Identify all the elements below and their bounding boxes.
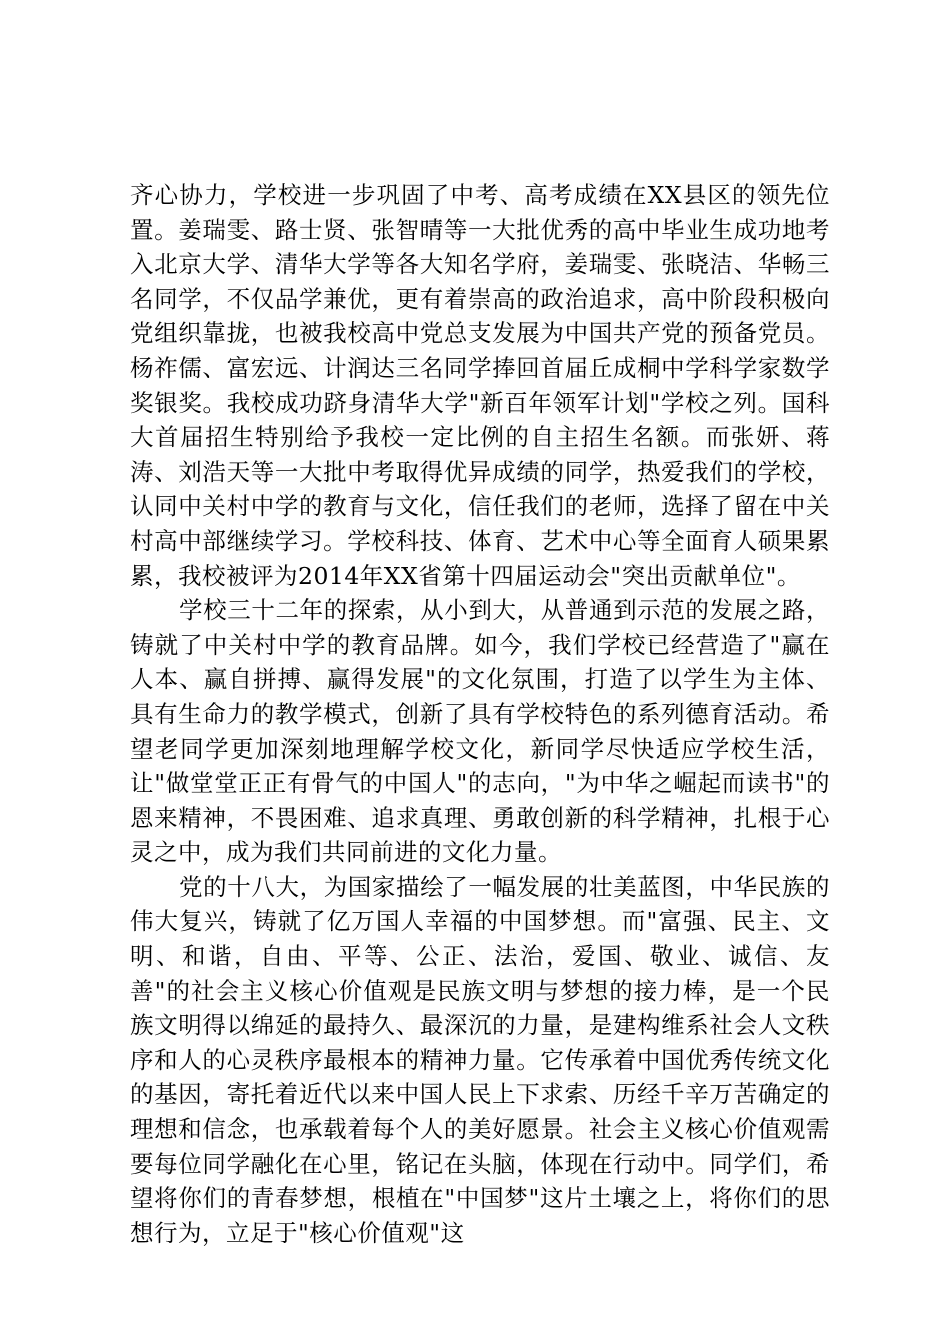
document-body xyxy=(130,178,830,1250)
paragraph-1: 齐心协力，学校进一步巩固了中考、高考成绩在XX县区的领先位置。姜瑞雯、路士贤、张智晴等一大批优秀的高中毕业生成功地考入北京大学、清华大学等各大知名学府，姜瑞雯、张晓洁、华畅三名同学，不仅品学兼优，更有着崇高的政治追求，高中阶段积极向党组织靠拢，也被我校高中党总支发展为中国共产党的预备党员。杨祚儒、富宏远、计润达三名同学捧回首届丘成桐中学科学家数学奖银奖。我校成功跻身清华大学"新百年领军计划"学校之列。国科大首届招生特别给予我校一定比例的自主招生名额。而张妍、蒋涛、刘浩天等一大批中考取得优异成绩的同学，热爱我们的学校，认同中关村中学的教育与文化，信任我们的老师，选择了留在中关村高中部继续学习。学校科技、体育、艺术中心等全面育人硕果累累，我校被评为2014年XX省第十四届运动会"突出贡献单位"。 xyxy=(130,181,830,590)
paragraph-3: 党的十八大，为国家描绘了一幅发展的壮美蓝图，中华民族的伟大复兴，铸就了亿万国人幸福的中国梦想。而"富强、民主、文明、和谐，自由、平等、公正、法治，爱国、敬业、诚信、友善"的社会主义核心价值观是民族文明与梦想的接力棒，是一个民族文明得以绵延的最持久、最深沉的力量，是建构维系社会人文秩序和人的心灵秩序最根本的精神力量。它传承着中国优秀传统文化的基因，寄托着近代以来中国人民上下求索、历经千辛万苦确定的理想和信念，也承载着每个人的美好愿景。社会主义核心价值观需要每位同学融化在心里，铭记在头脑，体现在行动中。同学们，希望将你们的青春梦想，根植在"中国梦"这片土壤之上，将你们的思想行为，立足于"核心价值观"这 xyxy=(130,872,830,1247)
paragraph-2: 学校三十二年的探索，从小到大，从普通到示范的发展之路，铸就了中关村中学的教育品牌。如今，我们学校已经营造了"赢在人本、赢自拼搏、赢得发展"的文化氛围，打造了以学生为主体、具有生命力的教学模式，创新了具有学校特色的系列德育活动。希望老同学更加深刻地理解学校文化，新同学尽快适应学校生活，让"做堂堂正正有骨气的中国人"的志向，"为中华之崛起而读书"的恩来精神，不畏困难、追求真理、勇敢创新的科学精神，扎根于心灵之中，成为我们共同前进的文化力量。 xyxy=(130,596,830,867)
